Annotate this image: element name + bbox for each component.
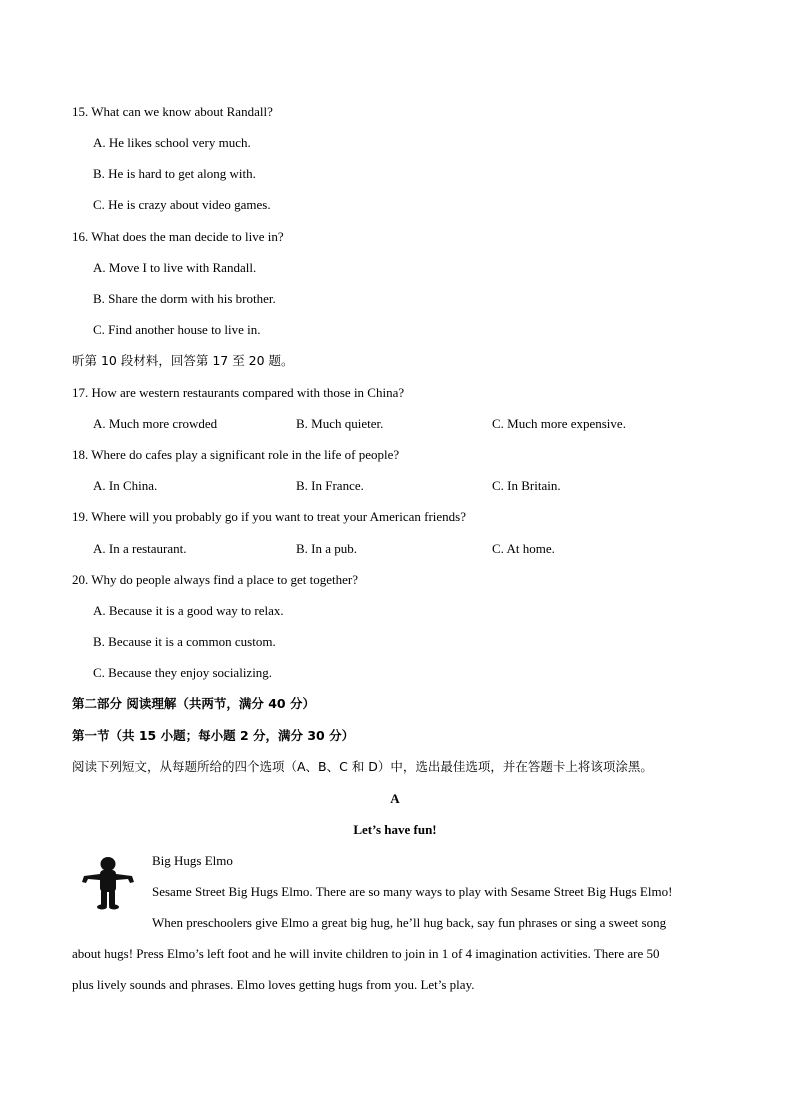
question-16-option-b: B. Share the dorm with his brother. — [93, 291, 276, 306]
question-18-stem: 18. Where do cafes play a significant role in the life of people? — [72, 447, 400, 462]
listening-instruction: 听第 10 段材料，回答第 17 至 20 题。 — [72, 353, 294, 368]
passage-label: A — [390, 791, 400, 806]
passage-title: Let’s have fun! — [353, 822, 437, 837]
question-15-option-a: A. He likes school very much. — [93, 135, 251, 150]
question-17-option-a: A. Much more crowded — [93, 416, 218, 431]
question-20-option-c: C. Because they enjoy socializing. — [93, 665, 273, 680]
question-20-option-a: A. Because it is a good way to relax. — [93, 603, 284, 618]
question-18-option-a: A. In China. — [93, 478, 158, 493]
question-20-stem: 20. Why do people always find a place to get together? — [72, 572, 359, 587]
question-15-stem: 15. What can we know about Randall? — [72, 104, 273, 119]
question-16-option-a: A. Move I to live with Randall. — [93, 260, 257, 275]
question-19-option-a: A. In a restaurant. — [93, 541, 187, 556]
question-15-option-b: B. He is hard to get along with. — [93, 166, 256, 181]
passage-line-2: When preschoolers give Elmo a great big hug, he’ll hug back, say fun phrases or sing a sweet song — [152, 915, 667, 930]
question-17-option-b: B. Much quieter. — [296, 416, 384, 431]
question-15-option-c: C. He is crazy about video games. — [93, 197, 271, 212]
question-19-stem: 19. Where will you probably go if you want to treat your American friends? — [72, 509, 466, 524]
question-17-option-c: C. Much more expensive. — [492, 416, 626, 431]
elmo-figure-icon — [80, 855, 136, 911]
question-19-option-c: C. At home. — [492, 541, 555, 556]
question-20-option-b: B. Because it is a common custom. — [93, 634, 276, 649]
question-18-option-c: C. In Britain. — [492, 478, 561, 493]
question-19-option-b: B. In a pub. — [296, 541, 358, 556]
product-name: Big Hugs Elmo — [152, 853, 233, 868]
passage-line-4: plus lively sounds and phrases. Elmo loves getting hugs from you. Let’s play. — [72, 977, 475, 992]
question-17-stem: 17. How are western restaurants compared with those in China? — [72, 385, 405, 400]
question-16-stem: 16. What does the man decide to live in? — [72, 229, 284, 244]
question-18-option-b: B. In France. — [296, 478, 364, 493]
passage-line-3: about hugs! Press Elmo’s left foot and he will invite children to join in 1 of 4 imagination activities. There are 50 — [72, 946, 660, 961]
passage-line-1: Sesame Street Big Hugs Elmo. There are so many ways to play with Sesame Street Big Hugs Elmo! — [152, 884, 673, 899]
part2-heading: 第二部分 阅读理解（共两节，满分 40 分） — [72, 696, 315, 711]
question-16-option-c: C. Find another house to live in. — [93, 322, 261, 337]
reading-instruction: 阅读下列短文，从每题所给的四个选项（A、B、C 和 D）中，选出最佳选项，并在答题卡上将该项涂黑。 — [72, 759, 653, 774]
section1-heading: 第一节（共 15 小题；每小题 2 分，满分 30 分） — [72, 728, 355, 743]
